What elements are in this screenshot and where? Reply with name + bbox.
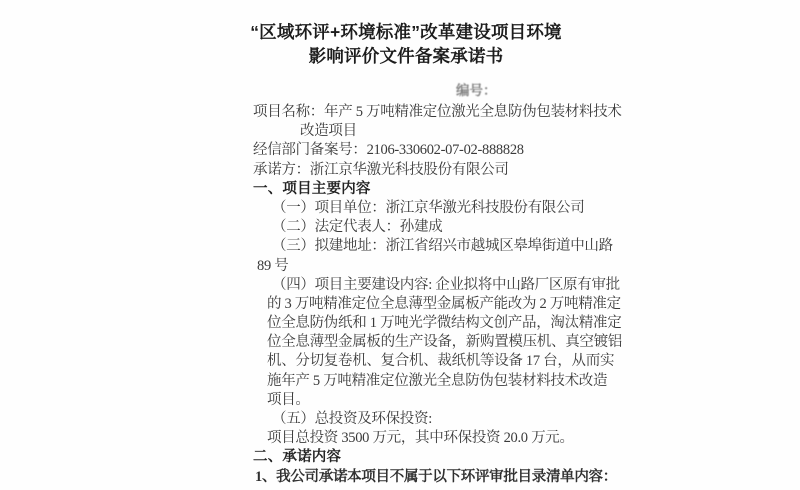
document-line: 项目总投资 3500 万元，其中环保投资 20.0 万元。 (267, 430, 574, 447)
document-line: 89 号 (257, 257, 289, 274)
document-line: （二）法定代表人：孙建成 (272, 219, 443, 236)
document-line: 施年产 5 万吨精准定位激光全息防伪包装材料技术改造 (267, 372, 608, 389)
document-line: （四）项目主要建设内容: 企业拟将中山路厂区原有审批 (272, 276, 620, 293)
document-line: 项目。 (267, 391, 310, 408)
document-title-line1: “区域环评+环境标准”改革建设项目环境 (250, 22, 562, 42)
document-line: 的 3 万吨精准定位全息薄型金属板产能改为 2 万吨精准定 (267, 295, 621, 312)
document-body (253, 103, 645, 487)
document-line: 承诺方：浙江京华激光科技股份有限公司 (253, 161, 509, 178)
document-line: 一、项目主要内容 (253, 180, 371, 197)
document-line: 1、我公司承诺本项目不属于以下环评审批目录清单内容： (255, 468, 617, 485)
document-title-line2: 影响评价文件备案承诺书 (308, 46, 504, 66)
document-title (206, 20, 606, 68)
document-line: 位全息防伪纸和 1 万吨光学微结构文创产品，淘汰精准定 (267, 315, 622, 332)
serial-number-label: 编号： (456, 83, 497, 98)
document-line: 改造项目 (300, 123, 357, 140)
document-line: 经信部门备案号：2106-330602-07-02-888828 (253, 142, 524, 159)
document-line: （一）项目单位：浙江京华激光科技股份有限公司 (272, 199, 585, 216)
document-line: 机、分切复卷机、复合机、裁纸机等设备 17 台，从而实 (267, 353, 615, 370)
document-line: 项目名称：年产 5 万吨精准定位激光全息防伪包装材料技术 (253, 104, 622, 120)
document-line: （三）拟建地址：浙江省绍兴市越城区皋埠街道中山路 (272, 238, 613, 255)
document-line: 位全息薄型金属板的生产设备，新购置模压机、真空镀铝 (267, 334, 622, 351)
document-line: （五）总投资及环保投资: (272, 411, 432, 427)
document-line: 二、承诺内容 (253, 449, 342, 466)
